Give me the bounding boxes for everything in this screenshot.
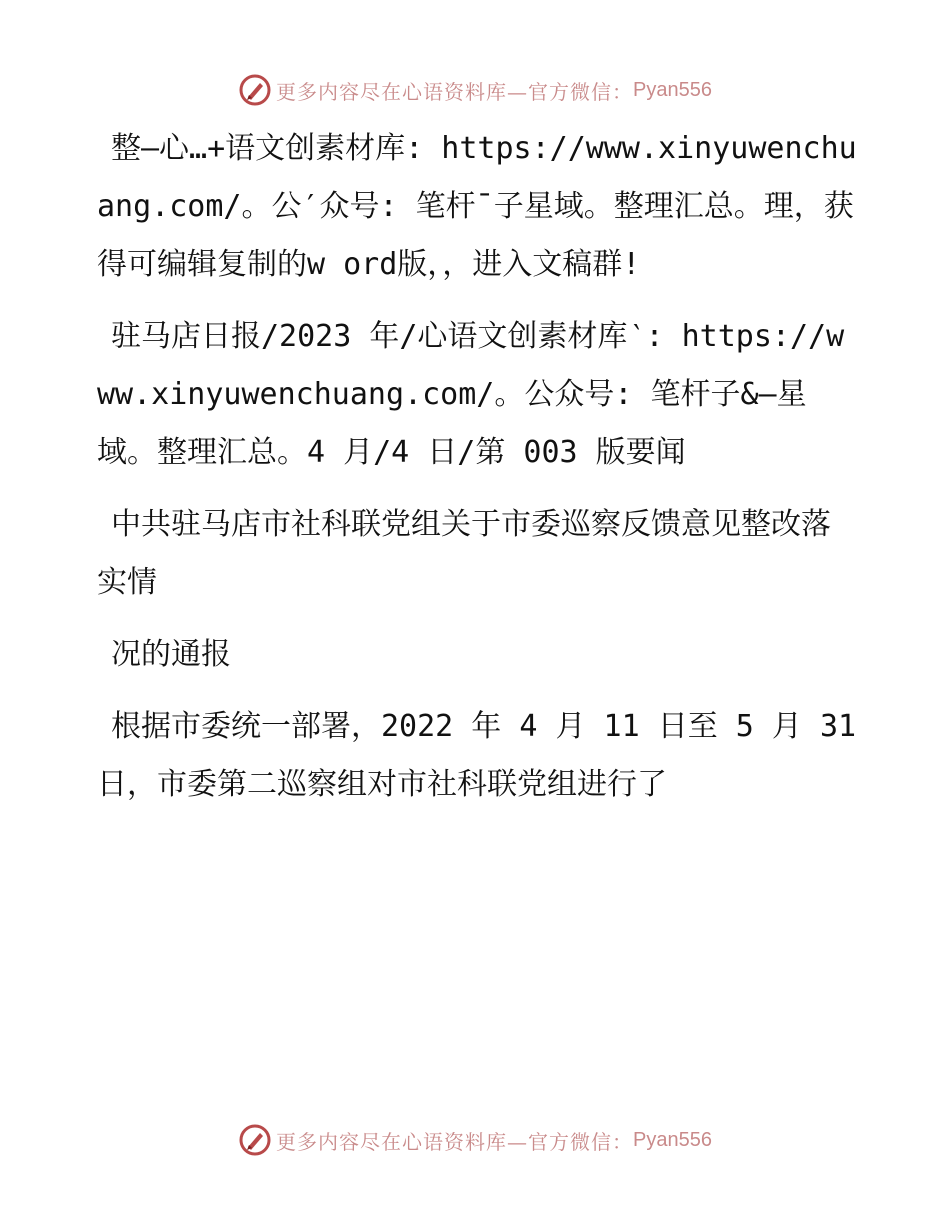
footer-banner <box>0 1120 950 1160</box>
header-wechat-id: Pyan556 <box>633 78 712 101</box>
paragraph-source: 驻马店日报/2023 年/心语文创素材库‵: https://www.xinyuwenchuang.com/。公众号: 笔杆子&—星域。整理汇总。4 月/4 日/第 003 版要闻 <box>97 319 845 470</box>
paragraph-body: 根据市委统一部署，2022 年 4 月 11 日至 5 月 31 日，市委第二巡察组对市社科联党组进行了 <box>97 709 857 802</box>
header-banner-text: 更多内容尽在心语资料库—官方微信： <box>276 79 634 104</box>
article-title-line-2: 况的通报 <box>111 637 231 672</box>
paragraph-intro: 整—心…+语文创素材库: https://www.xinyuwenchuang.com/。公′众号: 笔杆¯子星域。整理汇总。理，获得可编辑复制的w ord版，，进入文稿群! <box>97 131 857 282</box>
footer-wechat-id: Pyan556 <box>633 1128 712 1151</box>
document-body <box>97 120 857 828</box>
pen-logo-icon <box>238 73 272 107</box>
pen-logo-icon <box>238 1123 272 1157</box>
footer-banner-text: 更多内容尽在心语资料库—官方微信： <box>276 1129 634 1154</box>
article-title-line-1: 中共驻马店市社科联党组关于市委巡察反馈意见整改落实情 <box>97 507 831 600</box>
header-banner <box>0 70 950 110</box>
